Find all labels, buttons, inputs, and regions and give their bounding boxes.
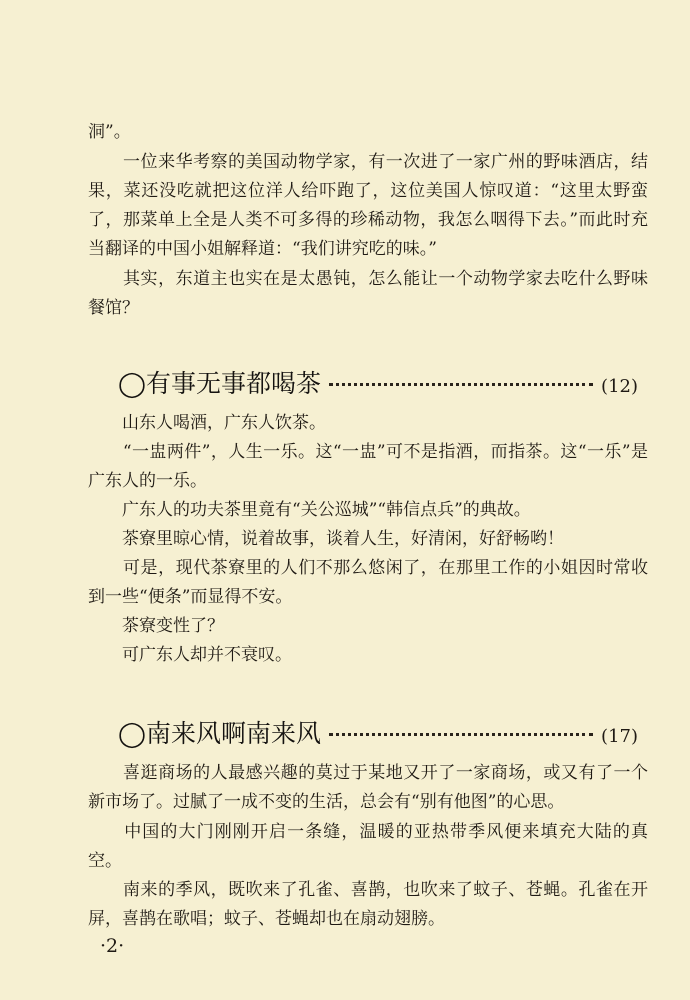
paragraph: 茶寮里晾心情，说着故事，谈着人生，好清闲，好舒畅哟！ <box>88 529 564 549</box>
section-page-ref: (12) <box>601 376 638 397</box>
paragraph: 茶寮变性了？ <box>88 616 224 636</box>
paragraph: 南来的季风，既吹来了孔雀、喜鹊，也吹来了蚊子、苍蝇。孔雀在开屏，喜鹊在歌唱；蚊子、苍蝇却也在扇动翅膀。 <box>88 880 648 929</box>
paragraph-host-comment: 其实，东道主也实在是太愚钝，怎么能让一个动物学家去吃什么野味餐馆？ <box>88 269 648 318</box>
page-number: ·2· <box>100 935 125 957</box>
paragraph: 喜逛商场的人最感兴趣的莫过于某地又开了一家商场，或又有了一个新市场了。过腻了一成不变的生活，总会有“别有他图”的心思。 <box>88 763 648 812</box>
paragraph: 中国的大门刚刚开启一条缝，温暖的亚热带季风便来填充大陆的真空。 <box>88 822 648 871</box>
paragraph-continuation: 洞”。 <box>88 122 131 142</box>
dot-leader <box>329 733 593 736</box>
paragraph: 可是，现代茶寮里的人们不那么悠闲了，在那里工作的小姐因时常收到一些“便条”而显得不安。 <box>88 558 648 607</box>
paragraph: 山东人喝酒，广东人饮茶。 <box>88 413 326 433</box>
section-page-ref: (17) <box>601 726 638 747</box>
section-heading-tea <box>118 364 638 400</box>
section-heading-south-wind <box>118 714 638 750</box>
section-title: ◯南来风啊南来风 <box>118 719 321 748</box>
paragraph-american-zoologist: 一位来华考察的美国动物学家，有一次进了一家广州的野味酒店，结果，菜还没吃就把这位洋人给吓跑了，这位美国人惊叹道：“这里太野蛮了，那菜单上全是人类不可多得的珍稀动物，我怎么咽得下去。”而此时充当翻译的中国小姐解释道：“我们讲究吃的味。” <box>88 152 648 259</box>
paragraph: 广东人的功夫茶里竟有“关公巡城”“韩信点兵”的典故。 <box>88 500 531 520</box>
section-title: ◯有事无事都喝茶 <box>118 369 321 398</box>
paragraph: 可广东人却并不衰叹。 <box>88 645 292 665</box>
paragraph: “一盅两件”，人生一乐。这“一盅”可不是指酒，而指茶。这“一乐”是广东人的一乐。 <box>88 442 648 491</box>
dot-leader <box>329 383 593 386</box>
